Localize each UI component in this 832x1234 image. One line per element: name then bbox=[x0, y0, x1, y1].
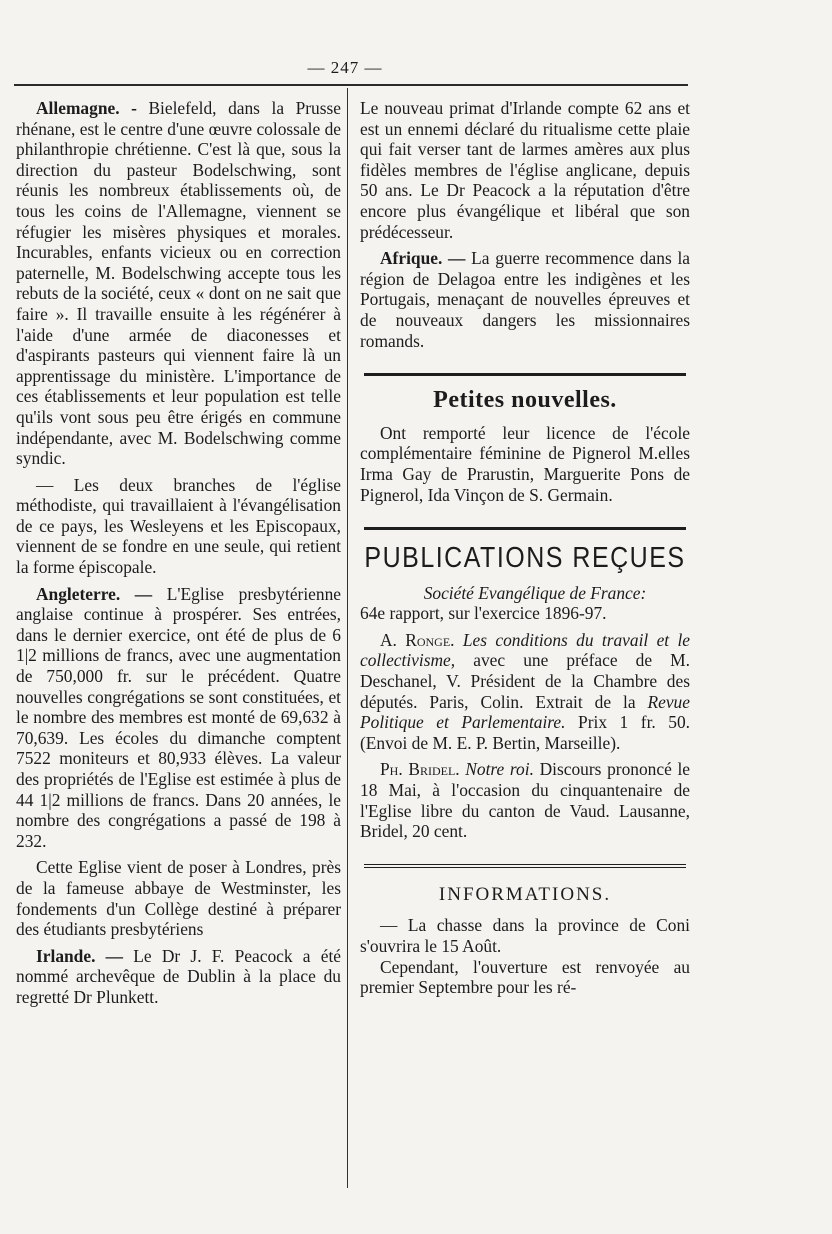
bridel-title: Notre roi. bbox=[465, 759, 534, 780]
ronge-price: Prix 1 fr. 50. (Envoi de M. E. P. Bertin, Marseille). bbox=[360, 712, 690, 753]
afrique-text: La guerre recommence dans la région de Delagoa entre les indigènes et les Portugais, menaçant de nouvelles épreuves et de nouveaux dangers les missionnaires romands. bbox=[360, 248, 690, 351]
bridel-entry bbox=[360, 759, 690, 841]
angleterre-lead: Angleterre. — bbox=[36, 583, 153, 604]
angleterre-text: L'Eglise presbytérienne anglaise continue à prospérer. Ses entrées, dans le dernier exercice, ont été de plus de 6 1|2 millions de francs, avec une augmentation de 750,000 fr. sur le précédent. Quatre nouvelles congrégations se sont constituées, et le nombre des membres est monté de 69,632 à 70,639. Les écoles du dimanche comptent 7522 moniteurs et 80,933 élèves. La valeur des propriétés de l'Eglise est estimée à plus de 44 1|2 millions de francs. Dans 20 années, le nombre des congrégations a passé de 198 à 232. bbox=[16, 583, 341, 851]
bridel-text: Discours prononcé le 18 Mai, à l'occasion du cinquantenaire de l'Eglise libre du canton de Vaud. Lausanne, Bridel, 20 cent. bbox=[360, 759, 690, 842]
petites-nouvelles-text: Ont remporté leur licence de l'école complémentaire féminine de Pignerol M.elles Irma Gay de Prarustin, Marguerite Pons de Pignerol, Ida Vinçon de S. Germain. bbox=[360, 422, 690, 505]
petites-nouvelles-heading: Petites nouvelles. bbox=[433, 387, 617, 414]
publications-heading: PUBLICATIONS REÇUES bbox=[364, 541, 686, 575]
left-column bbox=[16, 98, 341, 1008]
college-paragraph: Cette Eglise vient de poser à Londres, près de la fameuse abbaye de Westminster, les fondements d'un Collège destiné à préparer des étudiants presbytériens bbox=[16, 857, 341, 940]
primat-paragraph: Le nouveau primat d'Irlande compte 62 ans et est un ennemi déclaré du ritualisme cette plaie qui fait verser tant de larmes amères aux plus fidèles membres de l'église anglicane, depuis 50 ans. Le Dr Peacock a la réputation d'être encore plus évangélique et libéral que son prédécesseur. bbox=[360, 98, 690, 242]
section-rule-informations bbox=[364, 864, 686, 871]
ronge-entry bbox=[360, 630, 690, 754]
column-divider bbox=[347, 88, 348, 1188]
societe-title: Société Evangélique de France: bbox=[423, 582, 647, 603]
irlande-paragraph bbox=[16, 946, 341, 1008]
irlande-lead: Irlande. — bbox=[36, 945, 124, 966]
ouverture-paragraph: Cependant, l'ouverture est renvoyée au premier Septembre pour les ré- bbox=[360, 956, 690, 998]
section-rule-petites bbox=[364, 373, 686, 376]
angleterre-paragraph bbox=[16, 584, 341, 852]
section-rule-publications bbox=[364, 527, 686, 530]
ronge-title: Les conditions du travail et le collectivisme, bbox=[360, 629, 690, 671]
allemagne-lead: Allemagne. - bbox=[36, 98, 137, 118]
allemagne-paragraph bbox=[16, 98, 341, 469]
page-number: — 247 — bbox=[307, 58, 383, 77]
allemagne-text: Bielefeld, dans la Prusse rhénane, est le centre d'une œuvre colossale de philanthropie chrétienne. C'est là que, sous la direction du pasteur Bodelschwing, sont réunis les nombreux établissements où, de tous les coins de l'Allemagne, viennent se réfugier les misères physiques et morales. Incurables, enfants vicieux ou en correction paternelle, M. Bodelschwing accepte tous les rebuts de la société, ceux « dont on ne sait que faire ». Il travaille ensuite à les régénérer à l'aide d'une armée de diaconesses et d'aspirants pasteurs qui viennent faire là un apprentissage du ministère. L'importance de ces établissements et leur population est telle qu'ils vont sous peu être érigés en commune indépendante, avec M. Bodelschwing comme syndic. bbox=[16, 98, 341, 469]
afrique-paragraph bbox=[360, 248, 690, 351]
header-rule bbox=[14, 84, 688, 86]
ronge-revue: Revue Politique et Parlementaire. bbox=[360, 691, 690, 733]
irlande-text: Le Dr J. F. Peacock a été nommé archevêque de Dublin à la place du regretté Dr Plunkett. bbox=[16, 945, 341, 1007]
right-column bbox=[360, 98, 690, 998]
ronge-author: A. Ronge. bbox=[380, 629, 455, 650]
informations-heading: INFORMATIONS. bbox=[438, 883, 612, 905]
chasse-paragraph: — La chasse dans la province de Coni s'ouvrira le 15 Août. bbox=[360, 915, 690, 956]
bridel-author: Ph. Bridel. bbox=[380, 759, 460, 780]
ronge-text: avec une préface de M. Deschanel, V. Président de la Chambre des députés. Paris, Colin. Extrait de la bbox=[360, 650, 690, 712]
methodiste-paragraph: — Les deux branches de l'église méthodiste, qui travaillaient à l'évangélisation de ce pays, les Wesleyens et les Episcopaux, viennent de se fondre en une seule, qui retient la forme épiscopale. bbox=[16, 474, 341, 578]
societe-text: 64e rapport, sur l'exercice 1896-97. bbox=[360, 603, 607, 624]
afrique-lead: Afrique. — bbox=[380, 248, 466, 269]
